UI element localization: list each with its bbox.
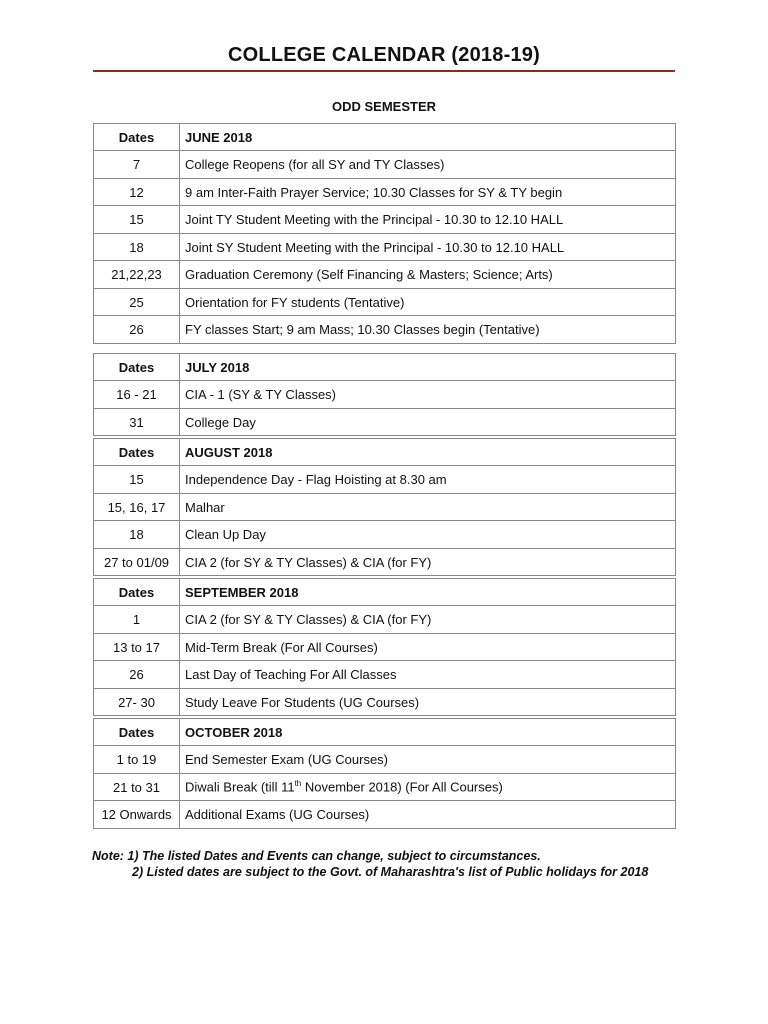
dates-header: Dates	[94, 124, 180, 151]
month-header: JUNE 2018	[180, 124, 676, 151]
table-row	[94, 746, 676, 774]
table-row	[94, 261, 676, 289]
event-cell: College Reopens (for all SY and TY Classes)	[180, 151, 676, 179]
event-cell: Joint SY Student Meeting with the Principal - 10.30 to 12.10 HALL	[180, 234, 676, 261]
event-cell: CIA - 1 (SY & TY Classes)	[180, 381, 676, 409]
table-row	[94, 549, 676, 576]
title-underline	[93, 70, 675, 72]
event-cell	[180, 774, 676, 801]
event-cell: Graduation Ceremony (Self Financing & Masters; Science; Arts)	[180, 261, 676, 289]
date-cell: 16 - 21	[94, 381, 180, 409]
table-row	[94, 289, 676, 316]
date-cell: 15	[94, 466, 180, 494]
event-cell: Clean Up Day	[180, 521, 676, 549]
dates-header: Dates	[94, 354, 180, 381]
table-row	[94, 634, 676, 661]
event-cell: Malhar	[180, 494, 676, 521]
table-header-row	[94, 719, 676, 746]
table-row	[94, 409, 676, 436]
table-row	[94, 521, 676, 549]
event-cell: Study Leave For Students (UG Courses)	[180, 689, 676, 716]
event-cell: Additional Exams (UG Courses)	[180, 801, 676, 829]
note-line-2: 2) Listed dates are subject to the Govt. of Maharashtra's list of Public holidays for 2018	[132, 865, 649, 879]
table-row	[94, 381, 676, 409]
date-cell: 1 to 19	[94, 746, 180, 774]
table-row	[94, 606, 676, 634]
table-row	[94, 689, 676, 716]
date-cell: 26	[94, 661, 180, 689]
table-row	[94, 206, 676, 234]
table-row	[94, 234, 676, 261]
table-header-row	[94, 124, 676, 151]
event-cell: Independence Day - Flag Hoisting at 8.30 am	[180, 466, 676, 494]
date-cell: 1	[94, 606, 180, 634]
august-table	[93, 438, 676, 576]
date-cell: 27 to 01/09	[94, 549, 180, 576]
date-cell: 15	[94, 206, 180, 234]
note-line-1: Note: 1) The listed Dates and Events can change, subject to circumstances.	[92, 849, 541, 863]
dates-header: Dates	[94, 439, 180, 466]
date-cell: 15, 16, 17	[94, 494, 180, 521]
date-cell: 12	[94, 179, 180, 206]
table-row	[94, 316, 676, 344]
date-cell: 27- 30	[94, 689, 180, 716]
notes	[92, 848, 648, 880]
september-table	[93, 578, 676, 716]
event-cell: FY classes Start; 9 am Mass; 10.30 Classes begin (Tentative)	[180, 316, 676, 344]
date-cell: 7	[94, 151, 180, 179]
june-table	[93, 123, 676, 344]
date-cell: 13 to 17	[94, 634, 180, 661]
month-header: JULY 2018	[180, 354, 676, 381]
table-row	[94, 494, 676, 521]
table-row	[94, 179, 676, 206]
date-cell: 26	[94, 316, 180, 344]
date-cell: 21,22,23	[94, 261, 180, 289]
table-row	[94, 774, 676, 801]
table-header-row	[94, 439, 676, 466]
event-cell: End Semester Exam (UG Courses)	[180, 746, 676, 774]
month-header: AUGUST 2018	[180, 439, 676, 466]
event-text: November 2018) (For All Courses)	[301, 779, 503, 795]
october-table	[93, 718, 676, 829]
ordinal-suffix: th	[294, 779, 302, 789]
date-cell: 12 Onwards	[94, 801, 180, 829]
date-cell: 25	[94, 289, 180, 316]
event-cell: Last Day of Teaching For All Classes	[180, 661, 676, 689]
event-cell: CIA 2 (for SY & TY Classes) & CIA (for FY)	[180, 606, 676, 634]
event-cell: Orientation for FY students (Tentative)	[180, 289, 676, 316]
july-table	[93, 353, 676, 436]
table-row	[94, 661, 676, 689]
event-cell: College Day	[180, 409, 676, 436]
month-header: OCTOBER 2018	[180, 719, 676, 746]
date-cell: 18	[94, 234, 180, 261]
date-cell: 21 to 31	[94, 774, 180, 801]
dates-header: Dates	[94, 719, 180, 746]
table-row	[94, 466, 676, 494]
table-header-row	[94, 354, 676, 381]
date-cell: 18	[94, 521, 180, 549]
date-cell: 31	[94, 409, 180, 436]
table-row	[94, 151, 676, 179]
event-text: Diwali Break (till 11	[185, 779, 295, 795]
table-row	[94, 801, 676, 829]
event-cell: Joint TY Student Meeting with the Principal - 10.30 to 12.10 HALL	[180, 206, 676, 234]
event-cell: 9 am Inter-Faith Prayer Service; 10.30 Classes for SY & TY begin	[180, 179, 676, 206]
page-title: COLLEGE CALENDAR (2018-19)	[228, 44, 540, 66]
semester-heading: ODD SEMESTER	[331, 99, 436, 114]
month-header: SEPTEMBER 2018	[180, 579, 676, 606]
event-cell: CIA 2 (for SY & TY Classes) & CIA (for FY)	[180, 549, 676, 576]
dates-header: Dates	[94, 579, 180, 606]
table-header-row	[94, 579, 676, 606]
event-cell: Mid-Term Break (For All Courses)	[180, 634, 676, 661]
